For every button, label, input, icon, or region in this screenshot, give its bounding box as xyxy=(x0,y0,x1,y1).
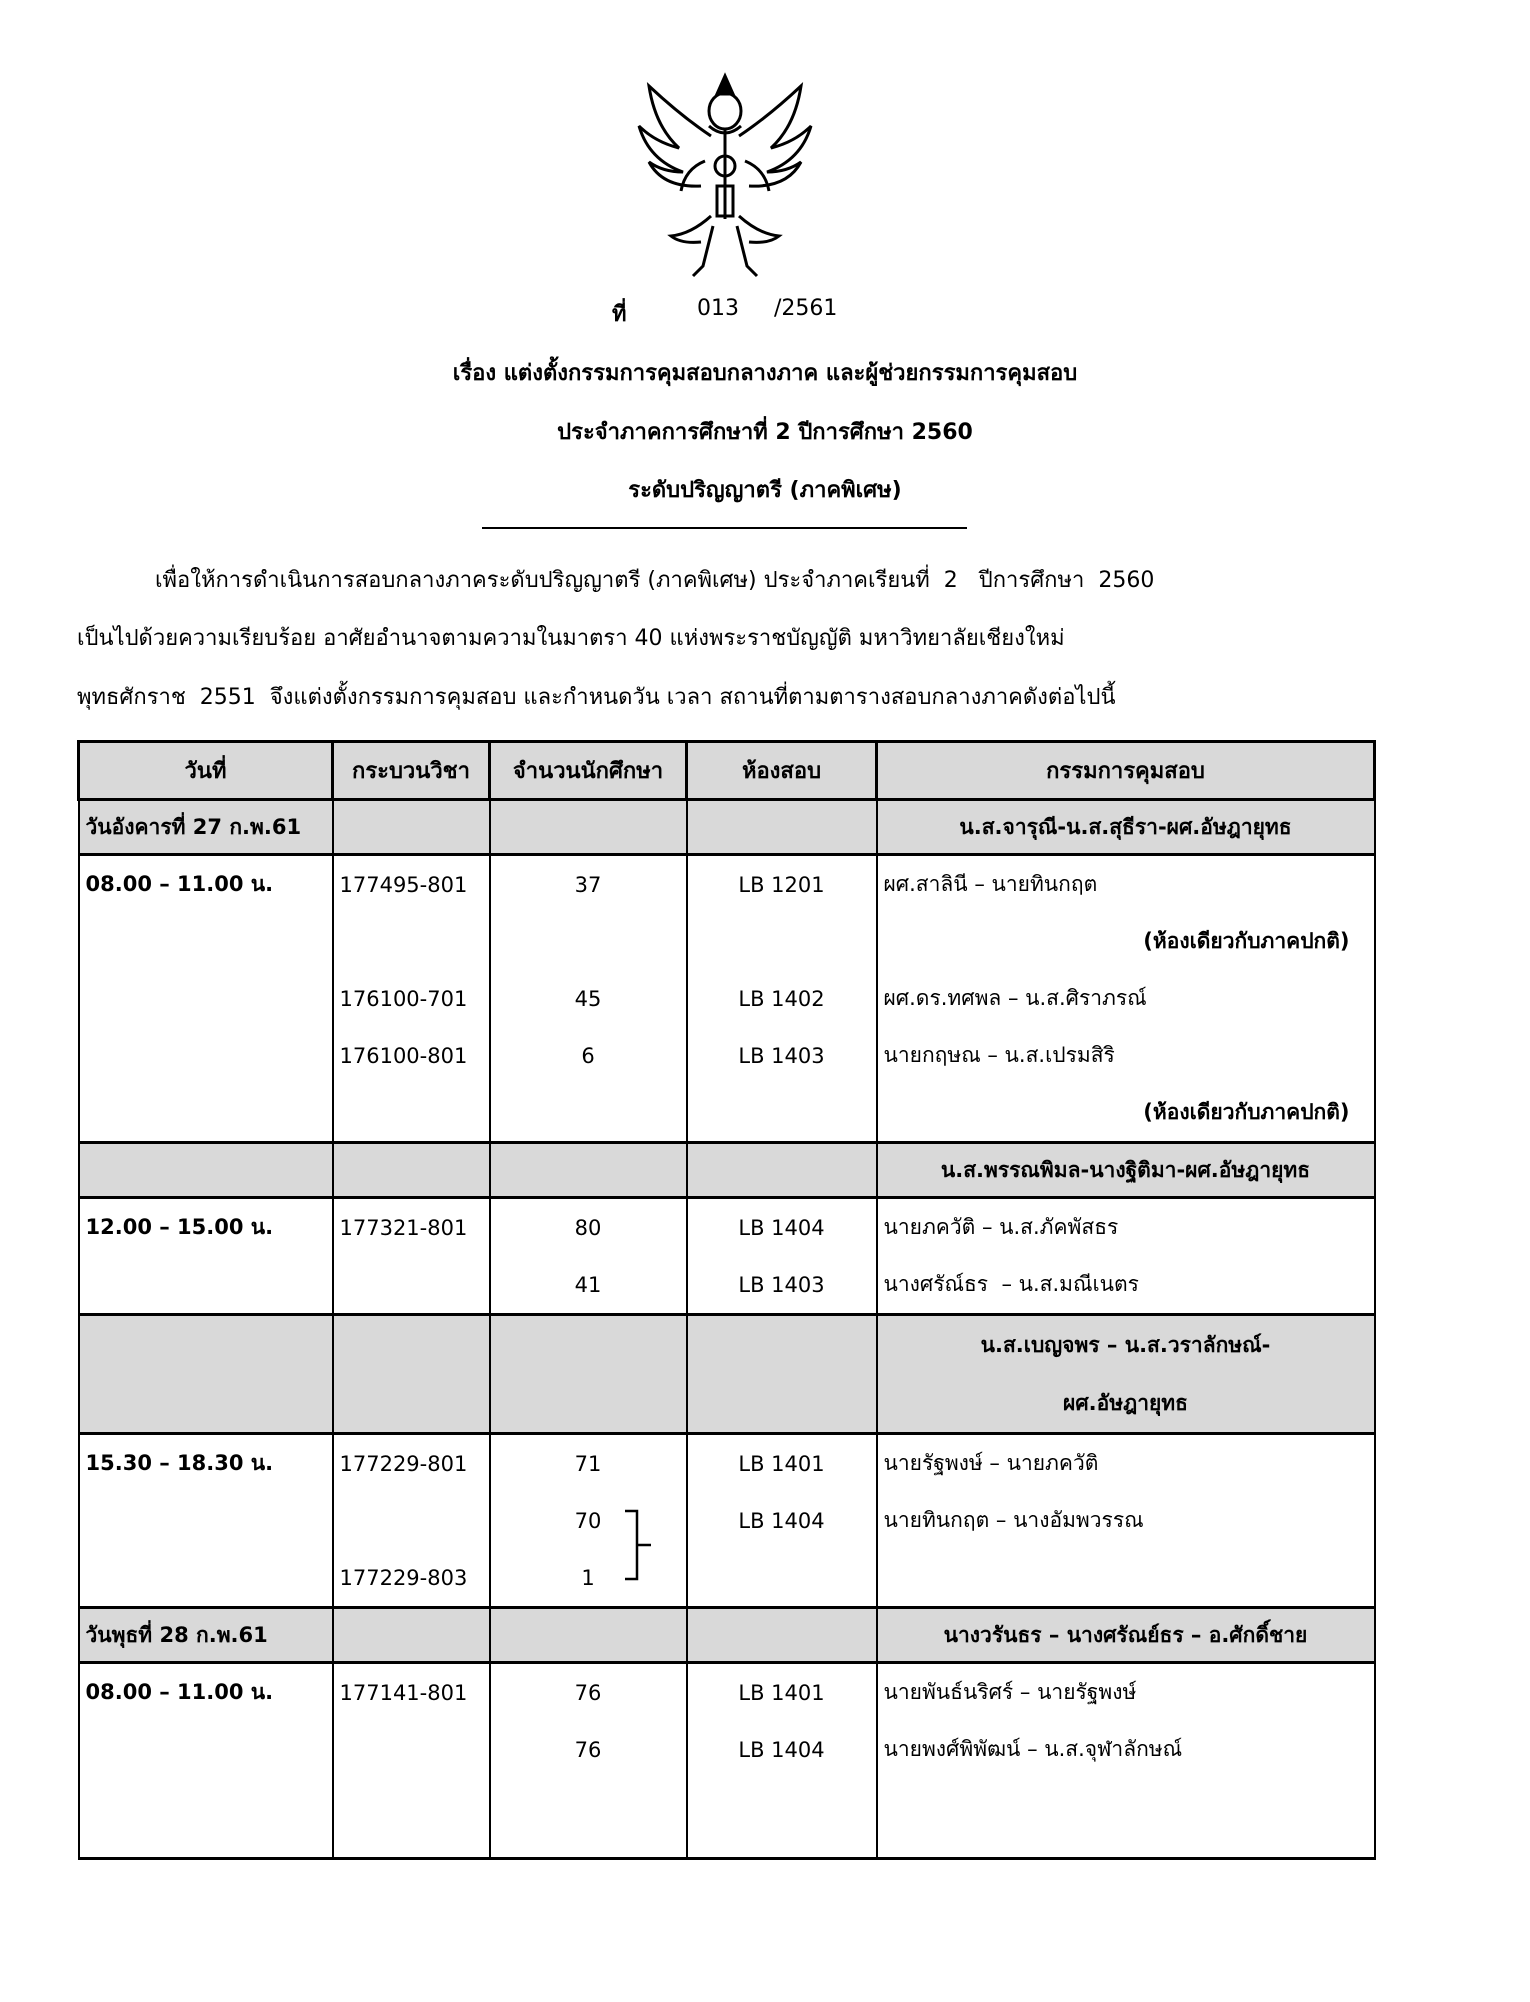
table-row xyxy=(79,1084,1375,1143)
proctor-pair: นางศรัณ์ธร – น.ส.มณีเนตร xyxy=(877,1256,1375,1315)
body-line-2: เป็นไปด้วยความเรียบร้อย อาศัยอำนาจตามความในมาตรา 40 แห่งพระราชบัญญัติ มหาวิทยาลัยเชียงใหม่ xyxy=(77,626,1065,651)
table-row xyxy=(79,1663,1375,1722)
table-row xyxy=(79,1721,1375,1778)
proctor-pair: นายพงศ์พิพัฒน์ – น.ส.จุฬาลักษณ์ xyxy=(877,1721,1375,1778)
table-row xyxy=(79,1492,1375,1549)
subject-line: เรื่อง แต่งตั้งกรรมการคุมสอบกลางภาค และผู้ช่วยกรรมการคุมสอบ xyxy=(452,361,1078,386)
course-code: 177229-801 xyxy=(333,1434,490,1493)
table-row xyxy=(79,1256,1375,1315)
student-count: 45 xyxy=(490,970,687,1027)
table-row xyxy=(79,1778,1375,1858)
group-proctors: นางวรันธร – นางศรัณย์ธร – อ.ศักดิ์ชาย xyxy=(877,1608,1375,1663)
garuda-emblem-icon xyxy=(625,66,825,282)
col-header-room: ห้องสอบ xyxy=(687,742,877,800)
exam-room: LB 1404 xyxy=(687,1198,877,1257)
course-code: 176100-701 xyxy=(333,970,490,1027)
student-count: 41 xyxy=(490,1256,687,1315)
proctor-pair: ผศ.สาลินี – นายทินกฤต xyxy=(877,855,1375,914)
room-note: (ห้องเดียวกับภาคปกติ) xyxy=(877,913,1375,970)
level-line: ระดับปริญญาตรี (ภาคพิเศษ) xyxy=(628,478,902,503)
group-proctors-line-2: ผศ.อัษฎายุทธ xyxy=(1063,1391,1188,1415)
exam-room: LB 1404 xyxy=(687,1492,877,1549)
day-row xyxy=(79,800,1375,855)
group-proctors xyxy=(877,1315,1375,1434)
table-header-row xyxy=(79,742,1375,800)
time-slot: 12.00 – 15.00 น. xyxy=(79,1198,333,1257)
document-number-prefix: ที่ xyxy=(612,302,627,327)
group-row xyxy=(79,1143,1375,1198)
exam-room: LB 1403 xyxy=(687,1256,877,1315)
table-row xyxy=(79,1198,1375,1257)
exam-room: LB 1404 xyxy=(687,1721,877,1778)
student-count: 76 xyxy=(490,1663,687,1722)
exam-room: LB 1401 xyxy=(687,1663,877,1722)
table-row xyxy=(79,1434,1375,1493)
student-count: 80 xyxy=(490,1198,687,1257)
group-proctors: น.ส.จารุณี-น.ส.สุธีรา-ผศ.อัษฎายุทธ xyxy=(877,800,1375,855)
term-line: ประจำภาคการศึกษาที่ 2 ปีการศึกษา 2560 xyxy=(557,420,973,445)
course-code: 176100-801 xyxy=(333,1027,490,1084)
col-header-proctors: กรรมการคุมสอบ xyxy=(877,742,1375,800)
day-label: วันอังคารที่ 27 ก.พ.61 xyxy=(79,800,333,855)
time-slot: 15.30 – 18.30 น. xyxy=(79,1434,333,1493)
proctor-pair: นายทินกฤต – นางอัมพวรรณ xyxy=(877,1492,1375,1549)
day-label: วันพุธที่ 28 ก.พ.61 xyxy=(79,1608,333,1663)
course-code: 177321-801 xyxy=(333,1198,490,1257)
proctor-pair: ผศ.ดร.ทศพล – น.ส.ศิราภรณ์ xyxy=(877,970,1375,1027)
exam-room: LB 1403 xyxy=(687,1027,877,1084)
proctor-pair: นายพันธ์นริศร์ – นายรัฐพงษ์ xyxy=(877,1663,1375,1722)
col-header-students: จำนวนนักศึกษา xyxy=(490,742,687,800)
body-line-1: เพื่อให้การดำเนินการสอบกลางภาคระดับปริญญาตรี (ภาคพิเศษ) ประจำภาคเรียนที่ 2 ปีการศึกษา 2560 xyxy=(155,568,1155,593)
student-count: 71 xyxy=(490,1434,687,1493)
exam-room: LB 1401 xyxy=(687,1434,877,1493)
table-row xyxy=(79,970,1375,1027)
exam-room: LB 1201 xyxy=(687,855,877,914)
document-number-value: 013 /2561 xyxy=(697,296,838,321)
proctor-pair: นายรัฐพงษ์ – นายภควัติ xyxy=(877,1434,1375,1493)
student-count: 6 xyxy=(490,1027,687,1084)
brace-icon xyxy=(621,1507,661,1587)
course-code: 177229-803 xyxy=(333,1549,490,1608)
body-line-3: พุทธศักราช 2551 จึงแต่งตั้งกรรมการคุมสอบ และกำหนดวัน เวลา สถานที่ตามตารางสอบกลางภาคดังต่อไปนี้ xyxy=(77,685,1116,710)
time-slot: 08.00 – 11.00 น. xyxy=(79,1663,333,1722)
exam-room: LB 1402 xyxy=(687,970,877,1027)
time-slot: 08.00 – 11.00 น. xyxy=(79,855,333,914)
header-divider xyxy=(482,527,967,529)
table-row xyxy=(79,1027,1375,1084)
col-header-date: วันที่ xyxy=(79,742,333,800)
student-count: 37 xyxy=(490,855,687,914)
col-header-course: กระบวนวิชา xyxy=(333,742,490,800)
student-count: 76 xyxy=(490,1721,687,1778)
exam-schedule-table xyxy=(77,740,1376,1860)
course-code: 177495-801 xyxy=(333,855,490,914)
table-row xyxy=(79,1549,1375,1608)
day-row xyxy=(79,1608,1375,1663)
group-proctors-line-1: น.ส.เบญจพร – น.ส.วราลักษณ์- xyxy=(980,1333,1271,1357)
student-count: 70 xyxy=(490,1492,687,1549)
room-note: (ห้องเดียวกับภาคปกติ) xyxy=(877,1084,1375,1143)
proctor-pair: นายภควัติ – น.ส.ภัคพัสธร xyxy=(877,1198,1375,1257)
group-proctors: น.ส.พรรณพิมล-นางฐิติมา-ผศ.อัษฎายุทธ xyxy=(877,1143,1375,1198)
table-row xyxy=(79,855,1375,914)
student-count: 1 xyxy=(581,1565,595,1590)
course-code: 177141-801 xyxy=(333,1663,490,1722)
table-row xyxy=(79,913,1375,970)
group-row xyxy=(79,1315,1375,1434)
proctor-pair: นายกฤษณ – น.ส.เปรมสิริ xyxy=(877,1027,1375,1084)
